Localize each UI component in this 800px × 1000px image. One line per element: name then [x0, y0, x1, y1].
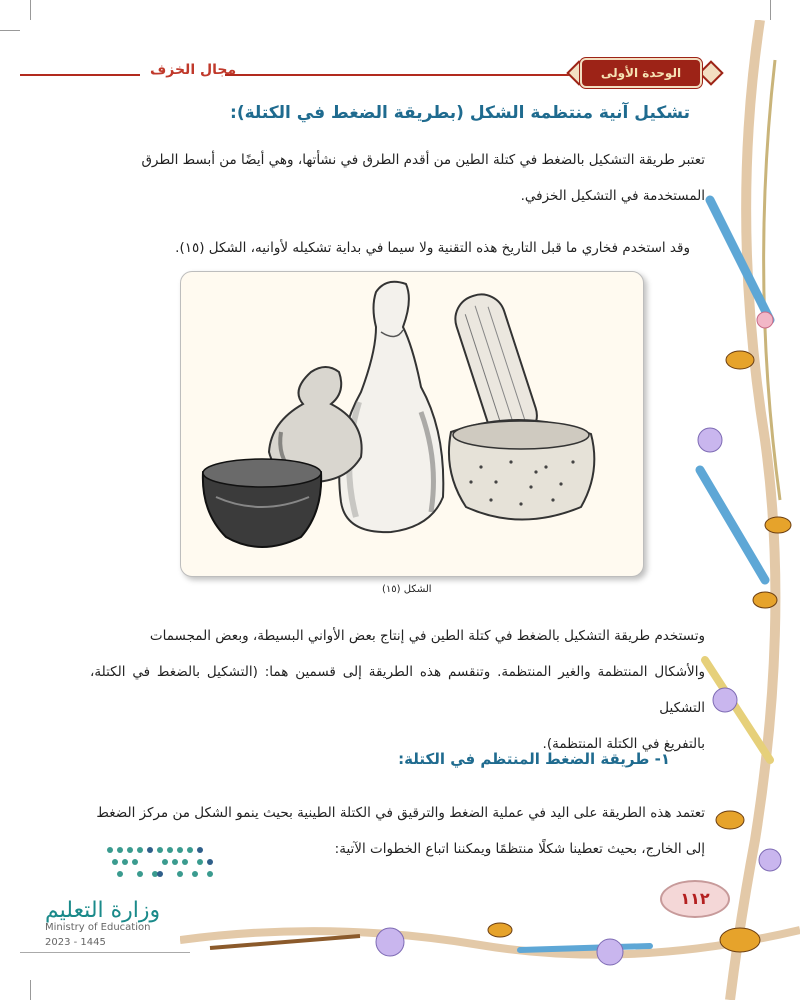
crop-mark — [770, 0, 771, 20]
unit-badge: الوحدة الأولى — [582, 60, 700, 86]
para2-line: وقد استخدم فخاري ما قبل التاريخ هذه التقنية ولا سيما في بداية تشكيله لأوانيه، الشكل (١٥). — [175, 240, 690, 256]
pencil-icon — [700, 200, 770, 760]
butterfly-icon — [720, 928, 760, 952]
crop-mark — [30, 980, 31, 1000]
para3-line1: وتستخدم طريقة التشكيل بالضغط في كتلة الطين في إنتاج بعض الأواني البسيطة، وبعض المجسمات — [149, 628, 705, 644]
pottery-illustration — [181, 272, 643, 576]
subsection-title: ١- طريقة الضغط المنتظم في الكتلة: — [398, 750, 670, 768]
field-label: مجال الخزف — [150, 62, 237, 78]
crop-mark — [0, 30, 20, 31]
paragraph-3 — [90, 618, 705, 762]
decorative-border-right — [670, 20, 800, 1000]
ministry-name-english: Ministry of Education — [45, 922, 151, 933]
ministry-name-arabic: وزارة التعليم — [45, 898, 161, 923]
para3-line3: بالتفريغ في الكتلة المنتظمة). — [542, 736, 705, 752]
para3-line2: والأشكال المنتظمة والغير المنتظمة. وتنقسم هذه الطريقة إلى قسمين هما: (التشكيل بالضغط في الكتلة، التشكيل — [90, 664, 705, 716]
page-number: ١١٢ — [660, 880, 730, 918]
para1-line2: المستخدمة في التشكيل الخزفي. — [520, 188, 705, 204]
header-rule-left — [20, 74, 140, 76]
header-rule-middle — [225, 74, 575, 76]
footer-rule — [20, 952, 190, 953]
figure-15 — [180, 271, 644, 577]
butterfly-icon — [488, 923, 512, 937]
para4-line2: إلى الخارج، بحيث تعطينا شكلًا منتظمًا ويمكننا اتباع الخطوات الآتية: — [334, 841, 705, 857]
para1-line1: تعتبر طريقة التشكيل بالضغط في كتلة الطين من أقدم الطرق في نشأتها، وهي أيضًا من أبسط الطرق — [141, 152, 705, 168]
figure-caption: الشكل (١٥) — [382, 584, 432, 595]
paragraph-1 — [90, 142, 705, 214]
para4-line1: تعتمد هذه الطريقة على اليد في عملية الضغط والترقيق في الكتلة الطينية بحيث ينمو الشكل من مركز الضغط — [96, 805, 705, 821]
edition-year: 2023 - 1445 — [45, 937, 106, 948]
flower-icon — [376, 928, 404, 956]
paragraph-2 — [90, 230, 690, 266]
crop-mark — [30, 0, 31, 20]
ministry-logo-icon — [100, 840, 220, 890]
section-title: تشكيل آنية منتظمة الشكل (بطريقة الضغط في الكتلة): — [230, 103, 690, 123]
flower-icon — [597, 939, 623, 965]
